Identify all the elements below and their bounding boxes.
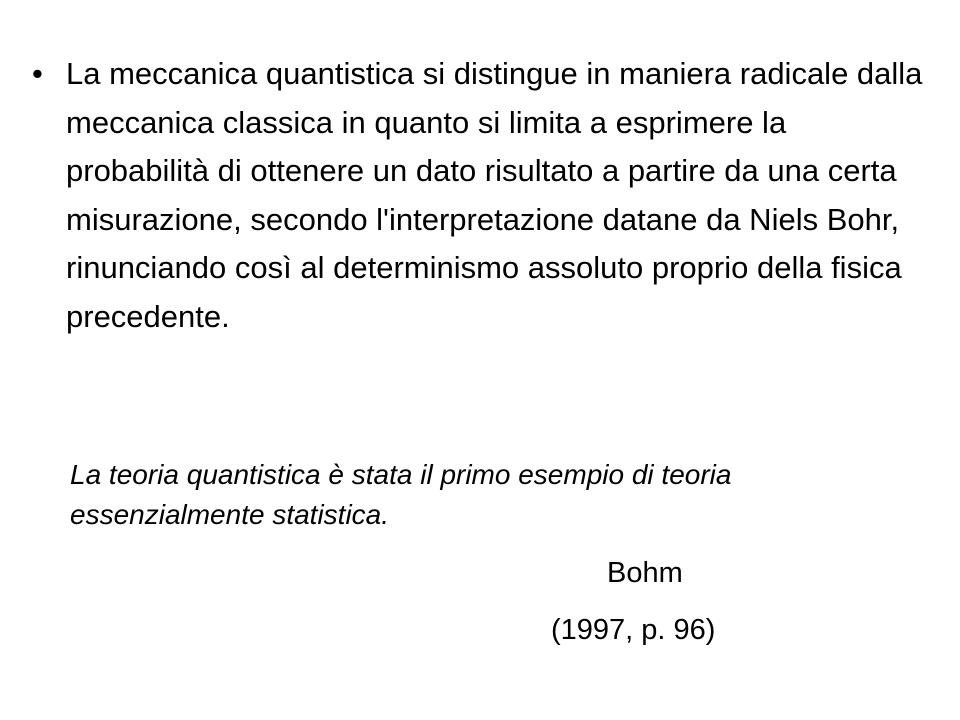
- bullet-row: [30, 50, 930, 341]
- quote-citation: (1997, p. 96): [551, 614, 716, 646]
- quote-author: Bohm: [607, 557, 683, 589]
- bullet-item: [30, 50, 930, 341]
- bullet-marker: •: [32, 56, 43, 91]
- quote-text: La teoria quantistica è stata il primo esempio di teoria essenzialmente statistica.: [70, 459, 732, 530]
- bullet-text: La meccanica quantistica si distingue in maniera radicale dalla meccanica classica in quanto si limita a esprimere la probabilità di ottenere un dato risultato a partire da una certa misurazione, secondo l'interpretazione datane da Niels Bohr, rinunciando così al determinismo assoluto proprio della fisica precedente.: [66, 56, 923, 334]
